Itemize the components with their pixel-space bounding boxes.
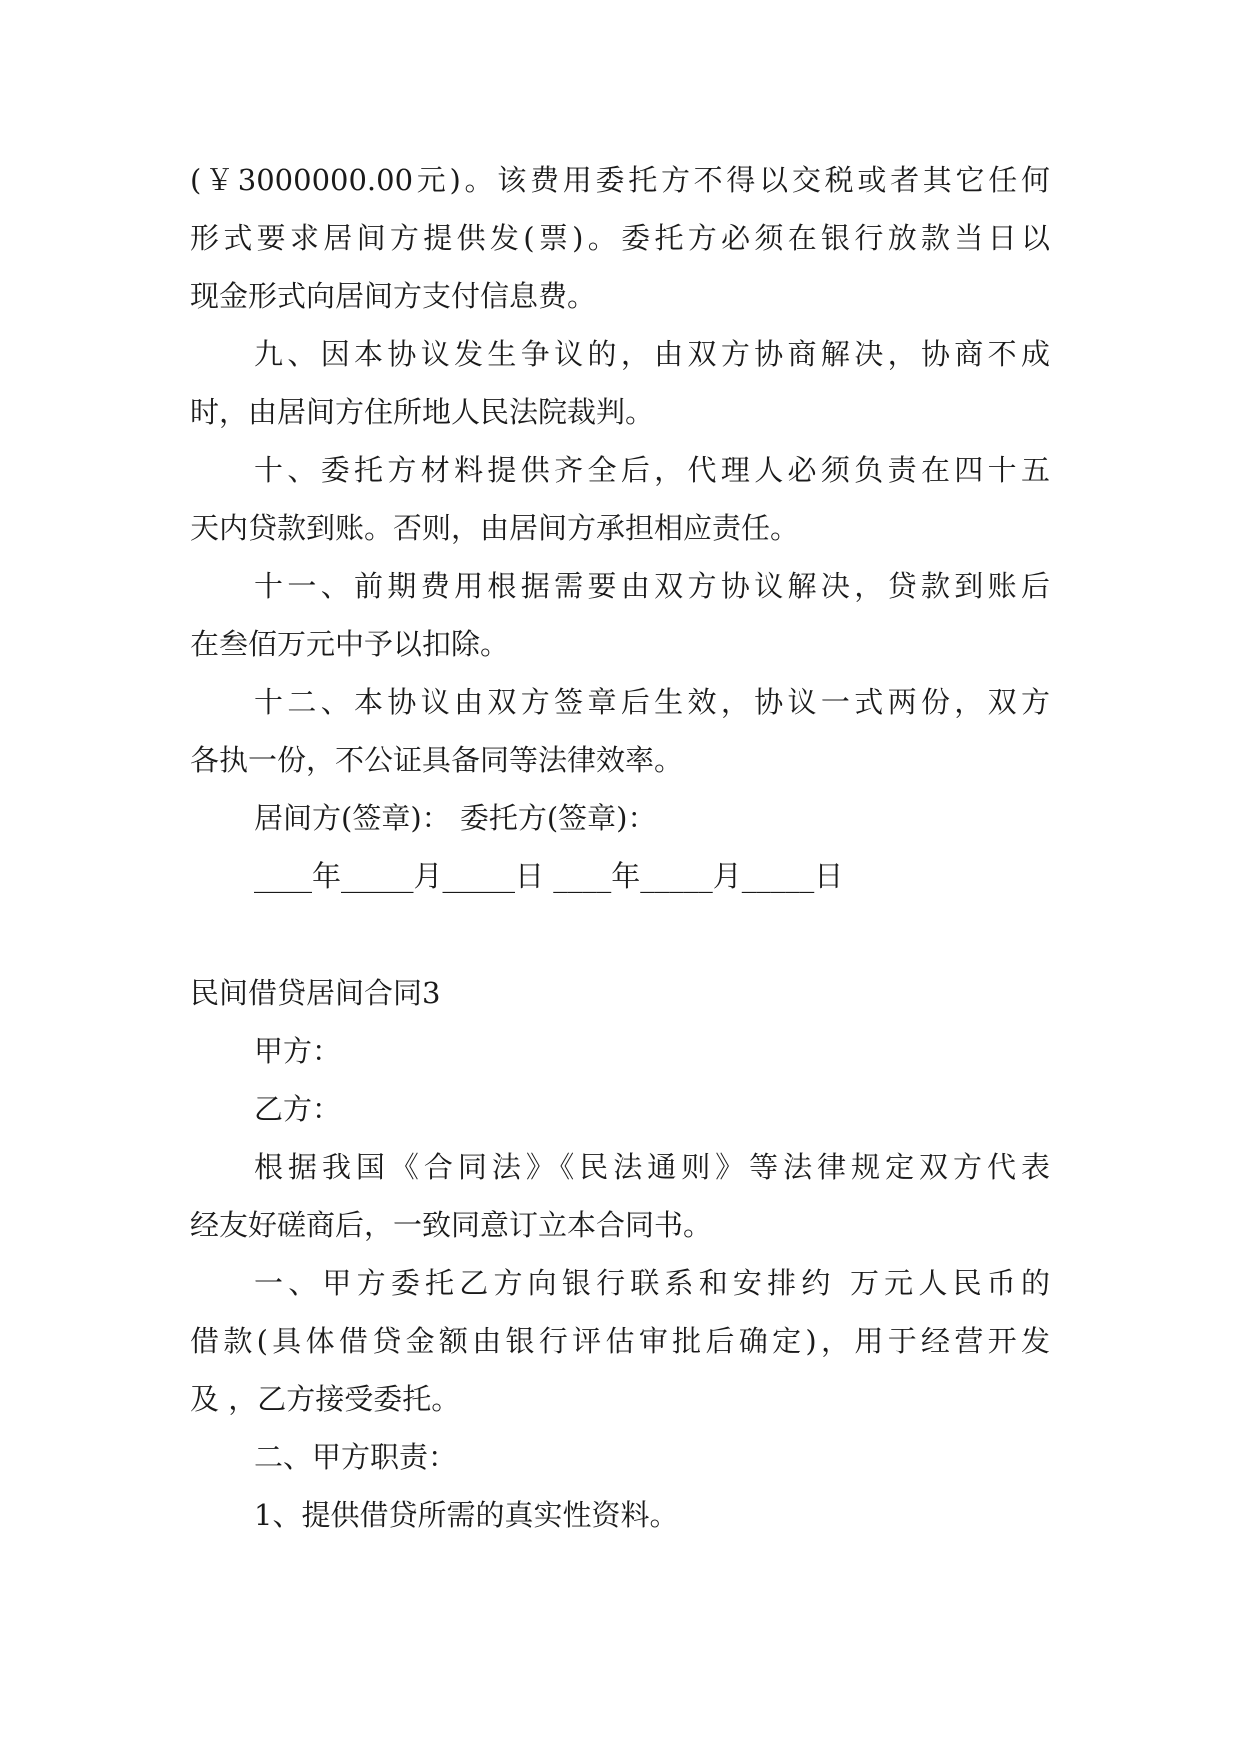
- text-line: 天内贷款到账。否则，由居间方承担相应责任。: [190, 511, 800, 545]
- clause-12: 十二、本协议由双方签章后生效，协议一式两份，双方: [254, 685, 1050, 719]
- text-line: (￥3000000.00元)。该费用委托方不得以交税或者其它任何: [190, 163, 1050, 197]
- clause-2-heading: 二、甲方职责：: [254, 1440, 458, 1474]
- clause-11: 十一、前期费用根据需要由双方协议解决，贷款到账后: [254, 569, 1050, 603]
- party-b-line: 乙方：: [254, 1092, 342, 1126]
- clause-9: 九、因本协议发生争议的，由双方协商解决，协商不成: [254, 337, 1050, 371]
- party-a-line: 甲方：: [254, 1034, 342, 1068]
- text-line: 经友好磋商后，一致同意订立本合同书。: [190, 1208, 713, 1242]
- text-line: 借款(具体借贷金额由银行评估审批后确定)，用于经营开发: [190, 1324, 1050, 1358]
- clause-10: 十、委托方材料提供齐全后，代理人必须负责在四十五: [254, 453, 1050, 487]
- signature-line: 居间方(签章)： 委托方(签章)：: [254, 801, 657, 835]
- preamble: 根据我国《合同法》《民法通则》等法律规定双方代表: [254, 1150, 1050, 1184]
- text-line: 形式要求居间方提供发(票)。委托方必须在银行放款当日以: [190, 221, 1050, 255]
- clause-1: 一、甲方委托乙方向银行联系和安排约 万元人民币的: [254, 1266, 1050, 1300]
- text-line: 现金形式向居间方支付信息费。: [190, 279, 597, 313]
- date-line: ____年_____月_____日 ____年_____月_____日: [254, 859, 844, 893]
- section-title: 民间借贷居间合同3: [190, 976, 441, 1010]
- text-line: 各执一份，不公证具备同等法律效率。: [190, 743, 684, 777]
- text-line: 时，由居间方住所地人民法院裁判。: [190, 395, 655, 429]
- clause-2-item-1: 1、提供借贷所需的真实性资料。: [254, 1498, 679, 1532]
- text-line: 及 ，乙方接受委托。: [190, 1382, 461, 1416]
- text-line: 在叁佰万元中予以扣除。: [190, 627, 510, 661]
